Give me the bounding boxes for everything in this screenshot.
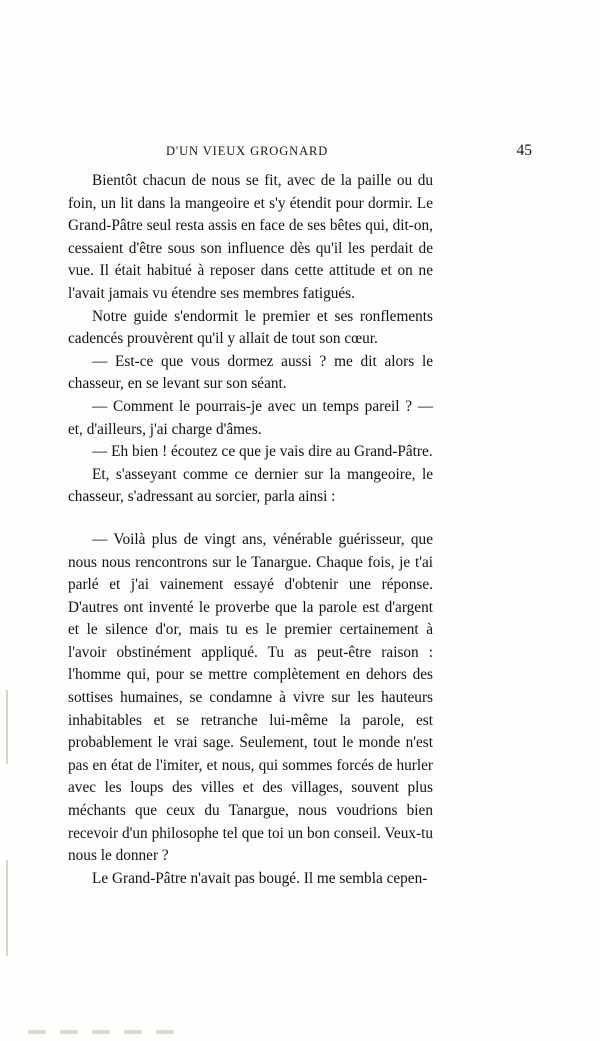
page-number: 45 (516, 142, 532, 159)
paragraph: Et, s'asseyant comme ce dernier sur la mangeoire, le chasseur, s'adressant au sorcier, parla ainsi : (68, 465, 433, 506)
bottom-mark (92, 1030, 110, 1034)
paragraph: — Voilà plus de vingt ans, vénérable guérisseur, que nous nous rencontrons sur le Tanargue. Chaque fois, je t'ai parlé et j'ai vainement essayé d'obtenir une réponse. D'autres ont inventé le proverbe que la parole est d'argent et le silence d'or, mais tu es le premier certainement à l'avoir obstinément appliqué. Tu as peut-être raison : l'homme qui, pour se mettre complètement en dehors des sottises humaines, se condamne à vivre sur les hauteurs inhabitables et se retranche lui-même la parole, est probablement le vrai sage. Seulement, tout le monde n'est pas en état de l'imiter, et nous, qui sommes forcés de hurler avec les loups des villes et des villages, souvent plus méchants que ceux du Tanargue, nous voudrions bien recevoir d'un philosophe tel que toi un bon conseil. Veux-tu nous le donner ? (68, 530, 433, 865)
page-body-text (68, 170, 433, 890)
bottom-mark (124, 1030, 142, 1034)
paragraph: — Est-ce que vous dormez aussi ? me dit alors le chasseur, en se levant sur son séant. (68, 352, 433, 393)
bottom-mark (156, 1030, 174, 1034)
paragraph: — Eh bien ! écoutez ce que je vais dire au Grand-Pâtre. (92, 443, 433, 461)
running-head-title: D'UN VIEUX GROGNARD (166, 144, 329, 158)
paragraph: — Comment le pourrais-je avec un temps pareil ? — et, d'ailleurs, j'ai charge d'âmes. (68, 397, 433, 438)
page-bottom-marks (28, 1030, 228, 1035)
paragraph: Notre guide s'endormit le premier et ses ronflements cadencés prouvèrent qu'il y allait de tout son cœur. (68, 307, 433, 348)
page-edge-mark-upper (6, 690, 8, 764)
bottom-mark (28, 1030, 46, 1034)
paragraph: Bientôt chacun de nous se fit, avec de la paille ou du foin, un lit dans la mangeoire et s'y étendit pour dormir. Le Grand-Pâtre seul resta assis en face de ses bêtes qui, dit-on, cessaient d'être sous son influence dès qu'il les perdait de vue. Il était habitué à reposer dans cette attitude et on ne l'avait jamais vu étendre ses membres fatigués. (68, 172, 433, 302)
page-edge-mark-lower (6, 860, 8, 956)
running-head (68, 142, 532, 160)
paragraph-break (68, 509, 433, 529)
bottom-mark (60, 1030, 78, 1034)
paragraph: Le Grand-Pâtre n'avait pas bougé. Il me sembla cepen- (92, 869, 428, 887)
